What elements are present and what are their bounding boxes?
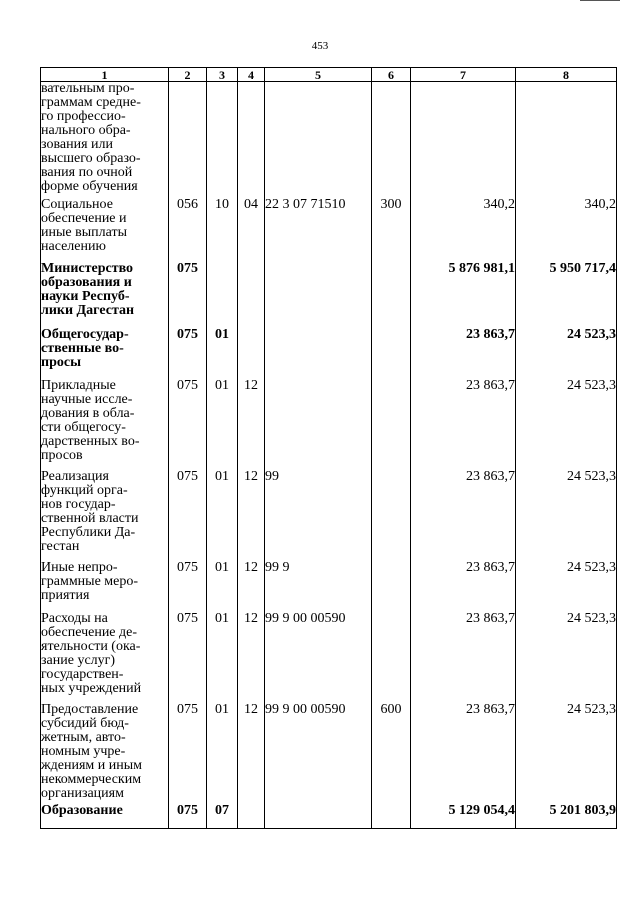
column-header: 8 — [516, 68, 617, 82]
column-header: 5 — [265, 68, 372, 82]
cell-target-article — [265, 82, 372, 198]
table-row — [41, 198, 617, 262]
row-name: Предоставление субсидий бюд- жетным, авто- номным учре- ждениям и иным некоммерческим организациям — [41, 701, 143, 801]
cell-section — [207, 82, 238, 198]
cell-amount-col8: 24 523,3 — [516, 470, 617, 561]
table-row — [41, 612, 617, 703]
row-name: Социальное обеспечение и иные выплаты населению — [41, 196, 127, 254]
cell-section: 01 — [207, 470, 238, 561]
cell-expense-type — [372, 804, 411, 829]
cell-target-article — [265, 328, 372, 379]
table-row — [41, 328, 617, 379]
cell-section: 07 — [207, 804, 238, 829]
cell-amount-col8 — [516, 82, 617, 198]
cell-expense-type — [372, 612, 411, 703]
table-row — [41, 379, 617, 470]
cell-amount-col8: 24 523,3 — [516, 561, 617, 612]
cell-admin-code: 075 — [169, 470, 207, 561]
cell-subsection: 12 — [238, 470, 265, 561]
cell-section: 01 — [207, 379, 238, 470]
row-name: вательным про- граммам средне- го профессио- нального обра- зования или высшего образо- вания по очной форме обучения — [41, 81, 141, 194]
table-row — [41, 82, 617, 198]
cell-subsection — [238, 262, 265, 328]
cell-section: 01 — [207, 703, 238, 804]
cell-amount-col8: 24 523,3 — [516, 703, 617, 804]
cell-expense-type — [372, 379, 411, 470]
cell-amount-col7: 5 129 054,4 — [411, 804, 516, 829]
cell-amount-col8: 5 950 717,4 — [516, 262, 617, 328]
column-header: 4 — [238, 68, 265, 82]
row-name: Иные непро- граммные меро- приятия — [41, 559, 139, 603]
row-name: Прикладные научные иссле- дования в обла- сти общегосу- дарственных во- просов — [41, 377, 140, 463]
cell-section: 01 — [207, 612, 238, 703]
table-row — [41, 561, 617, 612]
cell-subsection: 12 — [238, 561, 265, 612]
row-name: Общегосудар- ственные во- просы — [41, 326, 129, 370]
cell-subsection — [238, 328, 265, 379]
column-header: 3 — [207, 68, 238, 82]
cell-expense-type — [372, 470, 411, 561]
cell-expense-type — [372, 262, 411, 328]
cell-admin-code: 075 — [169, 328, 207, 379]
cell-amount-col7: 23 863,7 — [411, 470, 516, 561]
cell-expense-type — [372, 82, 411, 198]
table-header-row — [41, 68, 617, 82]
row-name: Расходы на обеспечение де- ятельности (ока- зание услуг) государствен- ных учреждений — [41, 610, 142, 696]
cell-amount-col7: 340,2 — [411, 198, 516, 262]
cell-admin-code: 075 — [169, 612, 207, 703]
cell-subsection — [238, 82, 265, 198]
cell-expense-type: 300 — [372, 198, 411, 262]
cell-subsection: 12 — [238, 379, 265, 470]
budget-table — [40, 67, 617, 829]
cell-amount-col8: 24 523,3 — [516, 328, 617, 379]
cell-target-article — [265, 262, 372, 328]
cell-subsection: 12 — [238, 703, 265, 804]
row-name: Министерство образования и науки Респуб- лики Дагестан — [41, 260, 135, 318]
cell-amount-col7: 23 863,7 — [411, 703, 516, 804]
cell-subsection: 12 — [238, 612, 265, 703]
cell-admin-code: 075 — [169, 804, 207, 829]
cell-admin-code — [169, 82, 207, 198]
cell-target-article: 22 3 07 71510 — [265, 198, 372, 262]
cell-section: 01 — [207, 328, 238, 379]
row-name: Реализация функций орга- нов государ- ственной власти Республики Да- гестан — [41, 468, 139, 554]
cell-expense-type — [372, 328, 411, 379]
table-row — [41, 262, 617, 328]
cell-admin-code: 056 — [169, 198, 207, 262]
cell-target-article: 99 9 — [265, 561, 372, 612]
cell-section: 10 — [207, 198, 238, 262]
cell-target-article: 99 — [265, 470, 372, 561]
cell-target-article — [265, 804, 372, 829]
table-row — [41, 804, 617, 829]
cell-admin-code: 075 — [169, 379, 207, 470]
scan-edge-mark — [580, 0, 620, 1]
cell-section: 01 — [207, 561, 238, 612]
table-row — [41, 703, 617, 804]
cell-subsection — [238, 804, 265, 829]
cell-target-article: 99 9 00 00590 — [265, 703, 372, 804]
cell-amount-col7: 23 863,7 — [411, 379, 516, 470]
cell-amount-col8: 5 201 803,9 — [516, 804, 617, 829]
cell-amount-col7: 23 863,7 — [411, 328, 516, 379]
cell-subsection: 04 — [238, 198, 265, 262]
cell-amount-col7 — [411, 82, 516, 198]
cell-section — [207, 262, 238, 328]
page-number: 453 — [311, 40, 329, 52]
cell-target-article: 99 9 00 00590 — [265, 612, 372, 703]
cell-amount-col7: 5 876 981,1 — [411, 262, 516, 328]
table-row — [41, 470, 617, 561]
cell-amount-col7: 23 863,7 — [411, 612, 516, 703]
cell-admin-code: 075 — [169, 262, 207, 328]
cell-amount-col8: 24 523,3 — [516, 379, 617, 470]
cell-expense-type — [372, 561, 411, 612]
column-header: 7 — [411, 68, 516, 82]
cell-amount-col7: 23 863,7 — [411, 561, 516, 612]
cell-admin-code: 075 — [169, 703, 207, 804]
column-header: 1 — [41, 68, 169, 82]
cell-amount-col8: 340,2 — [516, 198, 617, 262]
cell-expense-type: 600 — [372, 703, 411, 804]
row-name: Образование — [41, 802, 123, 818]
cell-admin-code: 075 — [169, 561, 207, 612]
column-header: 2 — [169, 68, 207, 82]
column-header: 6 — [372, 68, 411, 82]
cell-target-article — [265, 379, 372, 470]
cell-amount-col8: 24 523,3 — [516, 612, 617, 703]
